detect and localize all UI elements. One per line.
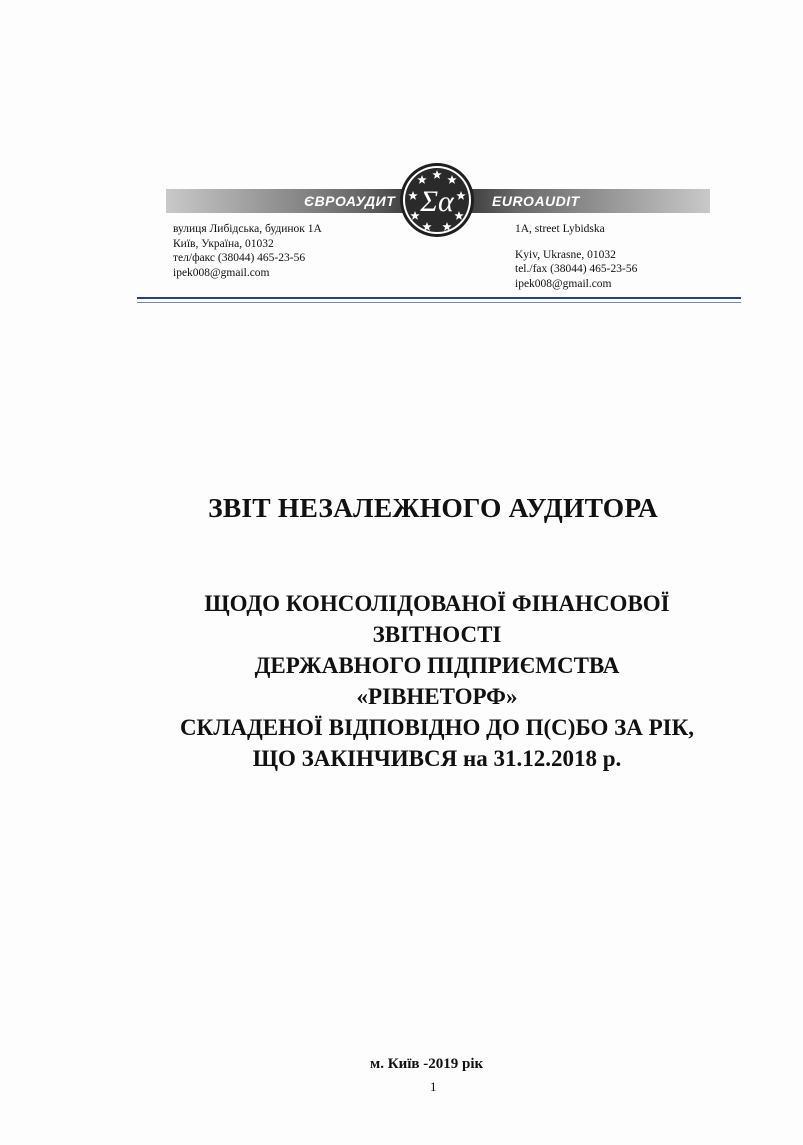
company-name-ua: ЄВРОАУДИТ — [304, 193, 396, 209]
subtitle-line: ЩОДО КОНСОЛІДОВАНОЇ ФІНАНСОВОЇ — [204, 591, 670, 616]
address-en-email: ipek008@gmail.com — [515, 277, 612, 290]
subtitle-line: ЗВІТНОСТІ — [372, 622, 502, 647]
report-subtitle — [0, 588, 803, 774]
place-and-year: м. Київ -2019 рік — [370, 1056, 484, 1072]
logo-mark: Σα — [420, 185, 454, 218]
address-ua-phone: тел/факс (38044) 465-23-56 — [173, 252, 306, 264]
address-en-city: Kyiv, Ukrasne, 01032 — [515, 248, 616, 261]
subtitle-line: ЩО ЗАКІНЧИВСЯ на 31.12.2018 р. — [252, 746, 622, 771]
report-title: ЗВІТ НЕЗАЛЕЖНОГО АУДИТОРА — [208, 492, 658, 523]
page-number: 1 — [430, 1079, 437, 1094]
letterhead-divider — [137, 297, 741, 299]
letterhead-divider-thin — [137, 302, 741, 303]
company-name-en: EUROAUDIT — [492, 193, 580, 209]
subtitle-line: СКЛАДЕНОЇ ВІДПОВІДНО ДО П(С)БО ЗА РІК, — [179, 715, 695, 740]
address-en-street: 1A, street Lybidska — [515, 223, 605, 235]
address-ua-city: Київ, Україна, 01032 — [173, 237, 274, 250]
address-en-phone: tel./fax (38044) 465-23-56 — [515, 263, 638, 275]
address-ua-street: вулиця Либідська, будинок 1А — [173, 223, 322, 235]
address-ua-email: ipek008@gmail.com — [173, 266, 270, 279]
address-en-spacer — [515, 237, 637, 248]
subtitle-line: «РІВНЕТОРФ» — [356, 684, 518, 709]
subtitle-line: ДЕРЖАВНОГО ПІДПРИЄМСТВА — [254, 653, 620, 678]
address-ua — [173, 222, 322, 280]
address-en — [515, 222, 637, 291]
euroaudit-logo-icon — [398, 161, 476, 239]
